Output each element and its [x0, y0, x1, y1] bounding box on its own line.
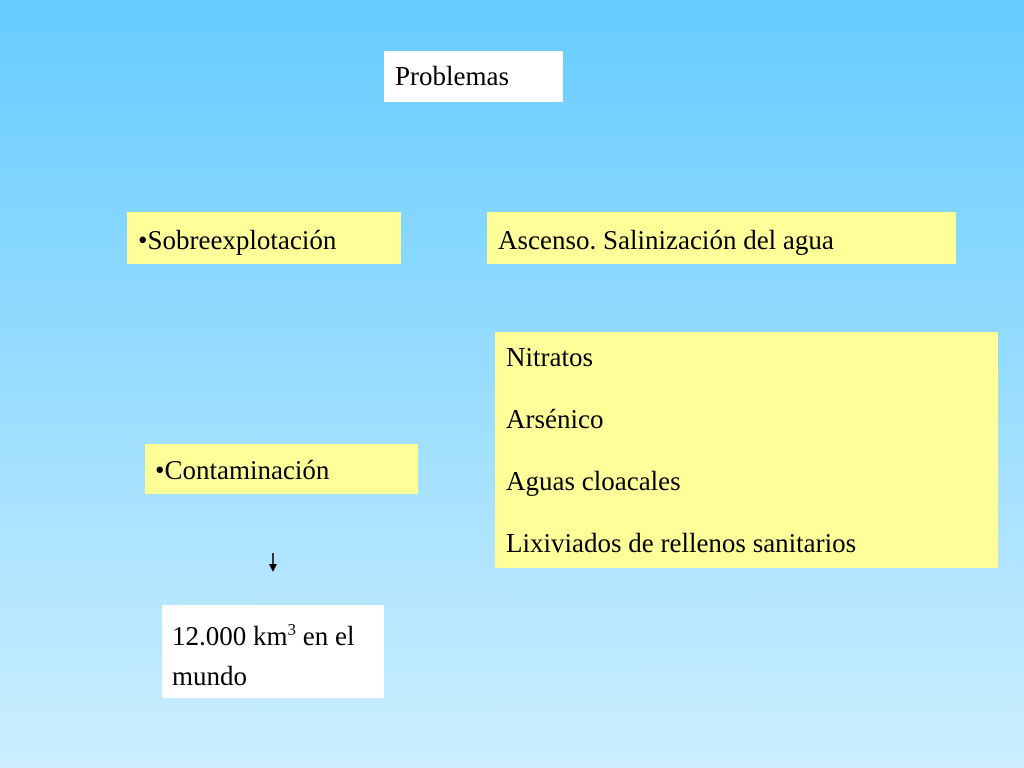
- sobreexplotacion-box: [127, 212, 401, 264]
- title-text: Problemas: [395, 61, 509, 91]
- down-arrow-icon: [267, 553, 279, 573]
- contaminacion-box: [145, 444, 418, 494]
- salinizacion-box: [487, 212, 956, 264]
- volume-number: 12.000 km: [172, 621, 288, 651]
- volume-suffix: en el mundo: [172, 621, 355, 691]
- sobreexplotacion-label: •Sobreexplotación: [138, 225, 337, 255]
- volume-box: [162, 605, 384, 698]
- title-box: [384, 51, 563, 102]
- contaminants-list-box: [495, 332, 998, 568]
- volume-exponent: 3: [287, 620, 297, 639]
- contaminant-item: Nitratos: [506, 342, 593, 372]
- contaminant-item: Aguas cloacales: [506, 466, 681, 496]
- contaminant-item: Lixiviados de rellenos sanitarios: [506, 528, 857, 558]
- salinizacion-label: Ascenso. Salinización del agua: [498, 225, 834, 255]
- contaminant-item: Arsénico: [506, 404, 604, 434]
- contaminacion-label: •Contaminación: [155, 455, 330, 485]
